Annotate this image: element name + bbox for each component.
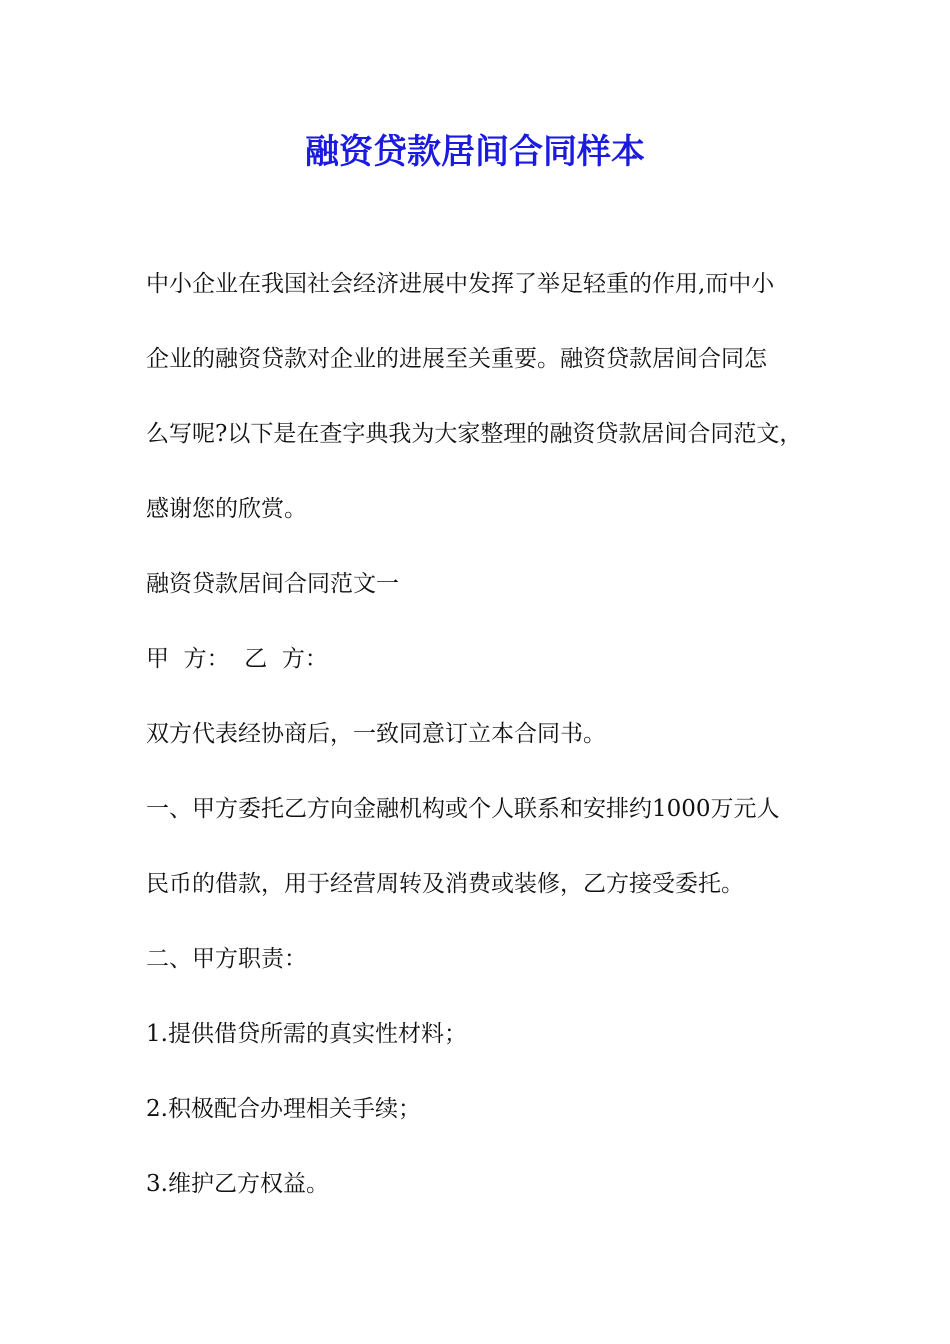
clause-2-item-1: 1.提供借贷所需的真实性材料； [146, 1021, 467, 1047]
body-line-1: 中小企业在我国社会经济进展中发挥了举足轻重的作用,而中小 [146, 271, 775, 297]
clause-2-item-2: 2.积极配合办理相关手续； [146, 1096, 421, 1122]
clause-1-line-2: 民币的借款，用于经营周转及消费或装修，乙方接受委托。 [146, 871, 744, 897]
body-line-3: 么写呢?以下是在查字典我为大家整理的融资贷款居间合同范文， [146, 421, 803, 447]
clause-2-heading: 二、甲方职责： [146, 946, 307, 972]
party-line: 甲 方： 乙 方： [146, 646, 328, 672]
body-line-2: 企业的融资贷款对企业的进展至关重要。融资贷款居间合同怎 [146, 346, 767, 372]
section-heading-1: 融资贷款居间合同范文一 [146, 571, 399, 597]
body-line-7: 双方代表经协商后，一致同意订立本合同书。 [146, 721, 606, 747]
body-line-4: 感谢您的欣赏。 [146, 496, 307, 522]
document-title: 融资贷款居间合同样本 [305, 132, 645, 172]
clause-2-item-3: 3.维护乙方权益。 [146, 1171, 329, 1197]
clause-1-line-1: 一、甲方委托乙方向金融机构或个人联系和安排约1000万元人 [146, 796, 780, 822]
